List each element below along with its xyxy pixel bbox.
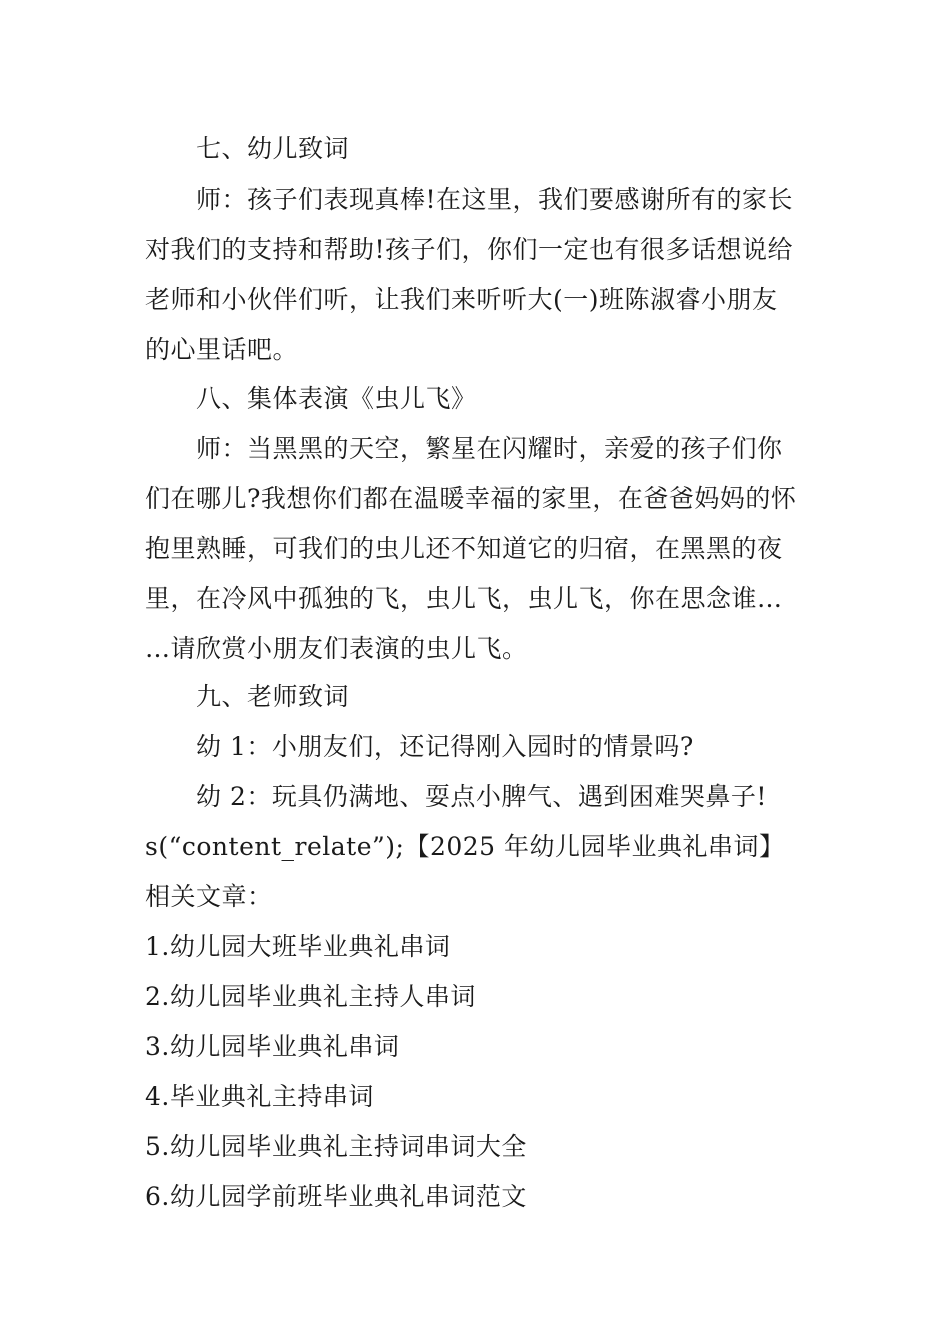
content-relate-line: s(“content_relate”);【2025 年幼儿园毕业典礼串词】 [145, 832, 785, 861]
related-link[interactable]: 6.幼儿园学前班毕业典礼串词范文 [145, 1182, 527, 1211]
related-link[interactable]: 2.幼儿园毕业典礼主持人串词 [145, 982, 476, 1011]
paragraph-line: …请欣赏小朋友们表演的虫儿飞。 [145, 634, 528, 663]
related-link[interactable]: 5.幼儿园毕业典礼主持词串词大全 [145, 1132, 527, 1161]
related-link[interactable]: 3.幼儿园毕业典礼串词 [145, 1032, 400, 1061]
paragraph-line: 师：孩子们表现真棒!在这里，我们要感谢所有的家长 [196, 185, 794, 214]
paragraph-line: 老师和小伙伴们听，让我们来听听大(一)班陈淑睿小朋友 [145, 285, 778, 314]
section-heading: 七、幼儿致词 [196, 134, 350, 163]
paragraph-line: 的心里话吧。 [145, 335, 299, 364]
paragraph-line: 里，在冷风中孤独的飞，虫儿飞，虫儿飞，你在思念谁… [145, 584, 783, 613]
section-heading: 九、老师致词 [196, 682, 350, 711]
dialogue-line: 幼 2：玩具仍满地、耍点小脾气、遇到困难哭鼻子! [196, 782, 767, 811]
section-heading: 八、集体表演《虫儿飞》 [196, 384, 477, 413]
paragraph-line: 们在哪儿?我想你们都在温暖幸福的家里，在爸爸妈妈的怀 [145, 484, 797, 513]
related-link[interactable]: 1.幼儿园大班毕业典礼串词 [145, 932, 451, 961]
related-link[interactable]: 4.毕业典礼主持串词 [145, 1082, 374, 1111]
paragraph-line: 师：当黑黑的天空，繁星在闪耀时，亲爱的孩子们你 [196, 434, 783, 463]
paragraph-line: 对我们的支持和帮助!孩子们，你们一定也有很多话想说给 [145, 235, 794, 264]
related-heading: 相关文章： [145, 882, 273, 911]
dialogue-line: 幼 1：小朋友们，还记得刚入园时的情景吗? [196, 732, 694, 761]
paragraph-line: 抱里熟睡，可我们的虫儿还不知道它的归宿，在黑黑的夜 [145, 534, 783, 563]
